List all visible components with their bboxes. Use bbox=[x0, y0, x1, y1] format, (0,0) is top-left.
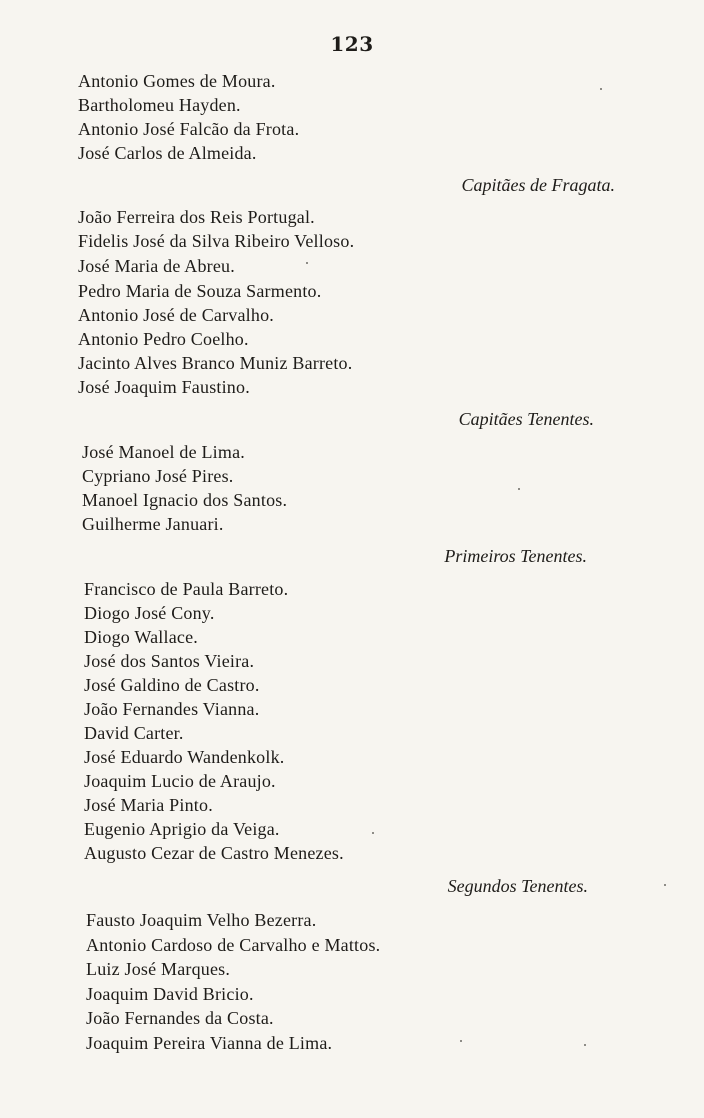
section-heading-capitaes-tenentes: Capitães Tenentes. bbox=[458, 409, 594, 429]
paper-speck bbox=[664, 884, 666, 886]
name-entry: Bartholomeu Hayden. bbox=[78, 95, 241, 115]
paper-speck bbox=[600, 88, 602, 90]
name-entry: David Carter. bbox=[84, 723, 184, 743]
name-entry: José dos Santos Vieira. bbox=[84, 651, 255, 671]
name-entry: José Maria de Abreu. bbox=[78, 256, 235, 276]
section-heading-primeiros-tenentes: Primeiros Tenentes. bbox=[444, 546, 587, 566]
section-heading-capitaes-de-fragata: Capitães de Fragata. bbox=[461, 175, 615, 195]
name-entry: Joaquim Lucio de Araujo. bbox=[84, 771, 276, 791]
name-entry: Cypriano José Pires. bbox=[82, 466, 234, 486]
name-entry: João Fernandes da Costa. bbox=[86, 1008, 274, 1028]
name-entry: Antonio Gomes de Moura. bbox=[78, 71, 276, 91]
name-entry: Joaquim Pereira Vianna de Lima. bbox=[86, 1033, 333, 1053]
name-entry: Antonio Cardoso de Carvalho e Mattos. bbox=[86, 935, 381, 955]
paper-speck bbox=[460, 1040, 462, 1042]
name-entry: Diogo Wallace. bbox=[84, 627, 198, 647]
name-entry: Joaquim David Bricio. bbox=[86, 984, 254, 1004]
name-entry: Jacinto Alves Branco Muniz Barreto. bbox=[78, 353, 353, 373]
name-entry: Antonio José Falcão da Frota. bbox=[78, 119, 300, 139]
name-entry: José Joaquim Faustino. bbox=[78, 377, 250, 397]
paper-speck bbox=[518, 488, 520, 490]
page-number: 123 bbox=[330, 32, 374, 56]
name-entry: João Ferreira dos Reis Portugal. bbox=[78, 207, 315, 227]
name-entry: Manoel Ignacio dos Santos. bbox=[82, 490, 288, 510]
name-entry: Luiz José Marques. bbox=[86, 959, 231, 979]
name-entry: Augusto Cezar de Castro Menezes. bbox=[84, 843, 344, 863]
name-entry: Antonio Pedro Coelho. bbox=[78, 329, 249, 349]
name-entry: Guilherme Januari. bbox=[82, 514, 224, 534]
name-entry: Francisco de Paula Barreto. bbox=[84, 579, 289, 599]
name-entry: José Galdino de Castro. bbox=[84, 675, 260, 695]
section-heading-segundos-tenentes: Segundos Tenentes. bbox=[447, 876, 588, 896]
paper-speck bbox=[306, 262, 308, 264]
name-entry: José Eduardo Wandenkolk. bbox=[84, 747, 285, 767]
name-entry: Antonio José de Carvalho. bbox=[78, 305, 274, 325]
name-entry: José Carlos de Almeida. bbox=[78, 143, 257, 163]
name-entry: Fausto Joaquim Velho Bezerra. bbox=[86, 910, 317, 930]
name-entry: Fidelis José da Silva Ribeiro Velloso. bbox=[78, 231, 355, 251]
paper-speck bbox=[372, 832, 374, 834]
paper-speck bbox=[584, 1044, 586, 1046]
name-entry: Diogo José Cony. bbox=[84, 603, 215, 623]
name-entry: Pedro Maria de Souza Sarmento. bbox=[78, 281, 322, 301]
name-entry: José Manoel de Lima. bbox=[82, 442, 245, 462]
name-entry: João Fernandes Vianna. bbox=[84, 699, 260, 719]
name-entry: Eugenio Aprigio da Veiga. bbox=[84, 819, 280, 839]
name-entry: José Maria Pinto. bbox=[84, 795, 213, 815]
